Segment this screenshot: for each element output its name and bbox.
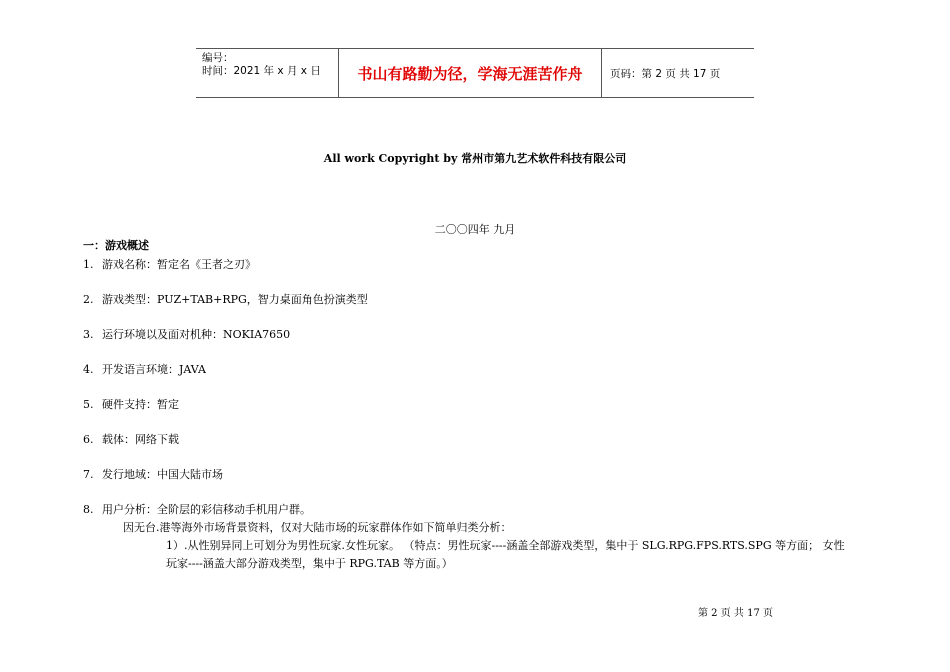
page-footer: 第 2 页 共 17 页 bbox=[698, 608, 773, 619]
list-item bbox=[83, 466, 223, 482]
list-item bbox=[83, 431, 179, 447]
header-page-label: 页码：第 2 页 共 17 页 bbox=[610, 67, 721, 80]
item-number: 6. bbox=[83, 433, 94, 446]
item-text: 游戏名称：暂定名《王者之刃》 bbox=[102, 258, 256, 271]
item-text: 用户分析：全阶层的彩信移动手机用户群。 bbox=[102, 503, 311, 516]
header-info-cell bbox=[196, 49, 339, 97]
item-text: 发行地域：中国大陆市场 bbox=[102, 468, 223, 481]
item-text: 开发语言环境：JAVA bbox=[102, 363, 206, 376]
list-item bbox=[83, 326, 290, 342]
list-item bbox=[83, 396, 179, 412]
list-item bbox=[83, 361, 206, 377]
item-number: 5. bbox=[83, 398, 94, 411]
list-item bbox=[83, 291, 368, 307]
time-label: 时间：2021 年 x 月 x 日 bbox=[202, 65, 321, 77]
item-number: 2. bbox=[83, 293, 94, 306]
serial-label: 编号： bbox=[202, 52, 234, 64]
list-item bbox=[83, 256, 256, 272]
document-date: 二〇〇四年 九月 bbox=[434, 223, 516, 236]
gender-analysis-line-2: 玩家----涵盖大部分游戏类型，集中于 RPG.TAB 等方面。） bbox=[166, 557, 453, 570]
copyright-line: All work Copyright by 常州市第九艺术软件科技有限公司 bbox=[323, 152, 627, 165]
item-number: 1. bbox=[83, 258, 94, 271]
analysis-intro: 因无台.港等海外市场背景资料，仅对大陆市场的玩家群体作如下简单归类分析： bbox=[123, 521, 512, 534]
item-text: 游戏类型：PUZ+TAB+RPG，智力桌面角色扮演类型 bbox=[102, 293, 368, 306]
item-number: 8. bbox=[83, 503, 94, 516]
list-item bbox=[83, 501, 311, 517]
header-motto: 书山有路勤为径，学海无涯苦作舟 bbox=[339, 49, 602, 97]
item-text: 载体：网络下载 bbox=[102, 433, 179, 446]
item-text: 硬件支持：暂定 bbox=[102, 398, 179, 411]
item-number: 4. bbox=[83, 363, 94, 376]
gender-analysis-line-1: 1）.从性别异同上可划分为男性玩家.女性玩家。 （特点：男性玩家----涵盖全部游戏类型，集中于 SLG.RPG.FPS.RTS.SPG 等方面； 女性 bbox=[166, 539, 845, 552]
item-number: 7. bbox=[83, 468, 94, 481]
item-text: 运行环境以及面对机种：NOKIA7650 bbox=[102, 328, 291, 341]
page-header bbox=[196, 48, 754, 98]
section-title: 一：游戏概述 bbox=[83, 239, 149, 252]
item-number: 3. bbox=[83, 328, 94, 341]
